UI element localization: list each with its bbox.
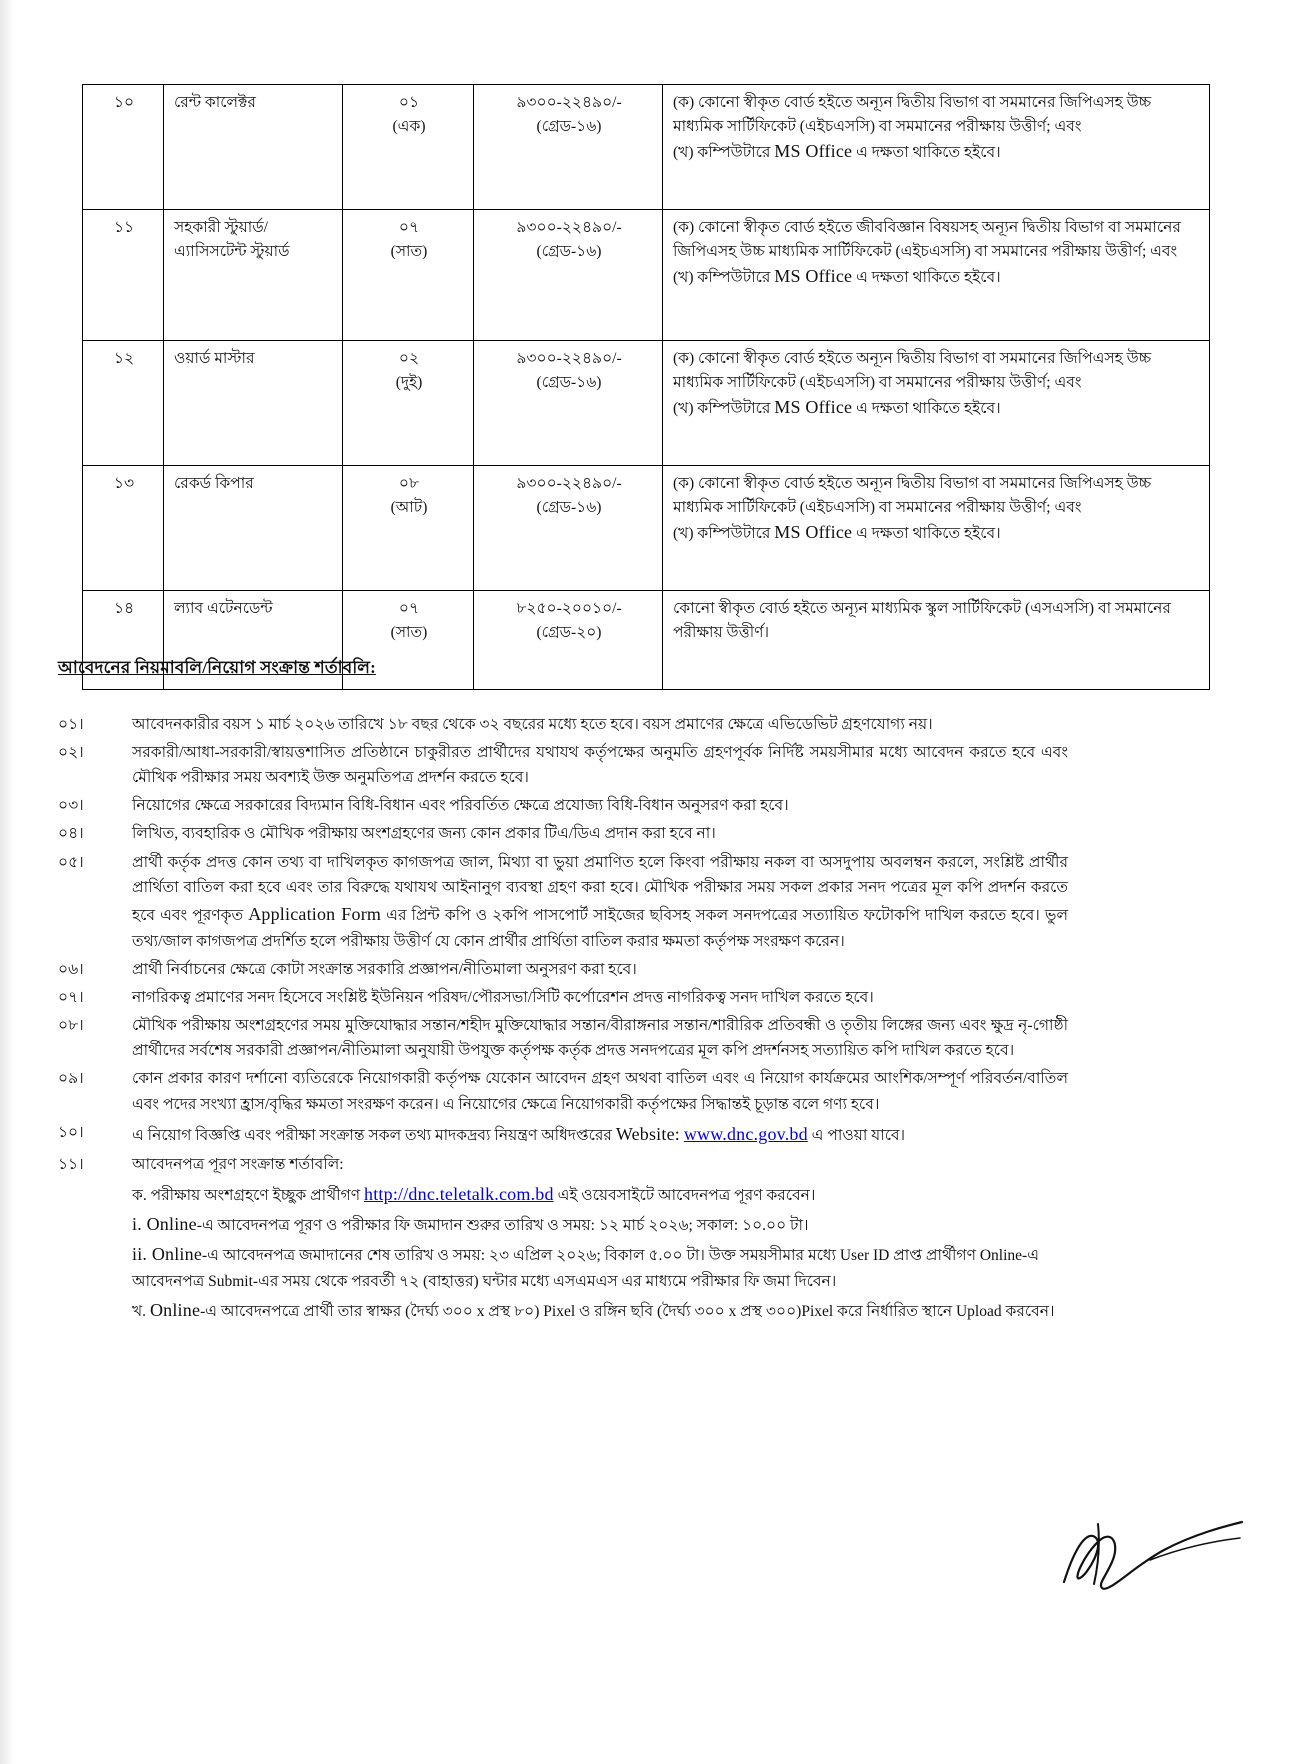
sub-item-i	[58, 1210, 1068, 1239]
job-positions-table-wrap	[82, 84, 1181, 690]
cell-vacancy	[343, 85, 474, 210]
qualification-b	[673, 263, 1201, 290]
condition-text-pre: এ নিয়োগ বিজ্ঞপ্তি এবং পরীক্ষা সংক্রান্ত সকল তথ্য মাদকদ্রব্য নিয়ন্ত্রণ অধিদপ্তরের	[132, 1126, 616, 1144]
qualification-b	[673, 519, 1201, 546]
sub-item-prefix: ii.	[132, 1244, 152, 1265]
condition-number: ০৯।	[58, 1070, 84, 1088]
condition-text: মৌখিক পরীক্ষায় অংশগ্রহণের সময় মুক্তিযোদ্ধার সন্তান/শহীদ মুক্তিযোদ্ধার সন্তান/বীরাঙ্গনার সন্তান/শারীরিক প্রতিবন্ধী ও তৃতীয় লিঙ্গের জন্য এবং ক্ষুদ্র নৃ-গোষ্ঠী প্রার্থীদের সর্বশেষ সরকারী প্রজ্ঞাপন/নীতিমালা অনুযায়ী উপযুক্ত কর্তৃপক্ষ কর্তৃক প্রদত্ত সনদপত্রের মূল কপি প্রদর্শনসহ সত্যায়িত কপি দাখিল করতে হবে।	[132, 1017, 1068, 1060]
ms-office-text: MS Office	[774, 397, 853, 418]
pay-grade: (গ্রেড-১৬)	[536, 242, 602, 260]
cell-qualification	[663, 210, 1210, 341]
qualification-b	[673, 138, 1201, 165]
cell-qualification: কোনো স্বীকৃত বোর্ড হইতে অন্যূন মাধ্যমিক স্কুল সার্টিফিকেট (এসএসসি) বা সমমানের পরীক্ষায় উত্তীর্ণ।	[663, 591, 1210, 690]
cell-serial: ১৩	[83, 466, 164, 591]
online-text: Online	[151, 1244, 203, 1265]
sub-item-prefix: ক. পরীক্ষায় অংশগ্রহণে ইচ্ছুক প্রার্থীগণ	[132, 1186, 365, 1204]
cell-vacancy	[343, 210, 474, 341]
qualification-b-post: এ দক্ষতা থাকিতে হইবে।	[852, 269, 1001, 287]
online-text: Online	[146, 1214, 197, 1235]
condition-text	[132, 850, 1068, 954]
scan-edge	[0, 0, 14, 1764]
pay-grade: (গ্রেড-১৬)	[536, 498, 602, 516]
condition-item-06	[58, 957, 1068, 982]
pay-scale: ৯৩০০-২২৪৯০/-	[516, 219, 622, 236]
sub-item-prefix: i.	[132, 1214, 147, 1235]
sub-item-indent	[58, 1180, 132, 1209]
cell-pay-scale	[474, 341, 663, 466]
qualification-a: (ক) কোনো স্বীকৃত বোর্ড হইতে অন্যূন দ্বিতীয় বিভাগ বা সমমানের জিপিএসহ উচ্চ মাধ্যমিক সার্টিফিকেট (এইচএসসি) বা সমমানের পরীক্ষায় উত্তীর্ণ; এবং	[673, 475, 1152, 516]
qualification-b-pre: (খ) কম্পিউটারে	[673, 269, 775, 287]
condition-item-09	[58, 1066, 1068, 1116]
vacancy-word: (এক)	[392, 117, 426, 135]
condition-item-08	[58, 1013, 1068, 1063]
online-text: Online	[149, 1299, 201, 1320]
qualification-b	[673, 394, 1201, 421]
cell-qualification	[663, 85, 1210, 210]
sub-item-suffix: -এ আবেদনপত্র পূরণ ও পরীক্ষার ফি জমাদান শুরুর তারিখ ও সময়: ১২ মার্চ ২০২৬; সকাল: ১০.০০ টা।	[196, 1217, 809, 1235]
condition-number: ০৬।	[58, 961, 84, 979]
sub-item-text	[132, 1296, 1068, 1325]
cell-post-name: ওয়ার্ড মাস্টার	[164, 341, 343, 466]
sub-item-indent	[58, 1296, 132, 1325]
qualification-a: (ক) কোনো স্বীকৃত বোর্ড হইতে জীববিজ্ঞান বিষয়সহ অন্যূন দ্বিতীয় বিভাগ বা সমমানের জিপিএসহ উচ্চ মাধ্যমিক সার্টিফিকেট (এইচএসসি) বা সমমানের পরীক্ষায় উত্তীর্ণ; এবং	[673, 219, 1181, 260]
sub-item-text	[132, 1240, 1068, 1294]
condition-text-pre: প্রার্থী কর্তৃক প্রদত্ত কোন তথ্য বা দাখিলকৃত কাগজপত্র জাল, মিথ্যা বা ভুয়া প্রমাণিত হলে কিংবা পরীক্ষায় নকল বা অসদুপায় অবলম্বন করলে, সংশ্লিষ্ট প্রার্থীর প্রার্থিতা বাতিল করা হবে এবং তার বিরুদ্ধে যথাযথ আইনানুগ ব্যবস্থা গ্রহণ করা হবে। মৌখিক পরীক্ষার সময় সকল প্রকার সনদ পত্রের মূল কপি প্রদর্শন করতে হবে এবং পূরণকৃত	[132, 853, 1068, 924]
ms-office-text: MS Office	[774, 522, 853, 543]
cell-serial: ১৪	[83, 591, 164, 690]
pay-scale: ৯৩০০-২২৪৯০/-	[516, 94, 622, 111]
vacancy-word: (সাত)	[390, 242, 428, 260]
sub-item-suffix: এই ওয়েবসাইটে আবেদনপত্র পূরণ করবেন।	[553, 1186, 816, 1204]
cell-qualification	[663, 341, 1210, 466]
cell-post-name: রেকর্ড কিপার	[164, 466, 343, 591]
pay-grade: (গ্রেড-১৬)	[536, 373, 602, 391]
condition-text-post: এ পাওয়া যাবে।	[807, 1126, 906, 1144]
cell-post-name: সহকারী স্টুয়ার্ড/এ্যাসিসটেন্ট স্টুয়ার্ড	[164, 210, 343, 341]
cell-serial: ১২	[83, 341, 164, 466]
cell-post-name: ল্যাব এটেনডেন্ট	[164, 591, 343, 690]
vacancy-number: ০১	[398, 94, 420, 111]
vacancy-word: (সাত)	[390, 623, 428, 641]
cell-serial: ১১	[83, 210, 164, 341]
vacancy-word: (দুই)	[395, 373, 423, 391]
condition-item-04	[58, 821, 1068, 846]
pay-scale: ৯৩০০-২২৪৯০/-	[516, 350, 622, 367]
cell-pay-scale	[474, 85, 663, 210]
condition-text: কোন প্রকার কারণ দর্শানো ব্যতিরেকে নিয়োগকারী কর্তৃপক্ষ যেকোন আবেদন গ্রহণ অথবা বাতিল এবং এ নিয়োগ কার্যক্রমের আংশিক/সম্পূর্ণ পরিবর্তন/বাতিল এবং পদের সংখ্যা হ্রাস/বৃদ্ধির ক্ষমতা সংরক্ষণ করেন। এ নিয়োগের ক্ষেত্রে নিয়োগকারী কর্তৃপক্ষের সিদ্ধান্তই চূড়ান্ত বলে গণ্য হবে।	[132, 1070, 1068, 1113]
condition-number: ১০।	[58, 1123, 84, 1141]
sub-item-text	[132, 1180, 1068, 1209]
condition-text: আবেদনকারীর বয়স ১ মার্চ ২০২৬ তারিখে ১৮ বছর থেকে ৩২ বছরের মধ্যে হতে হবে। বয়স প্রমাণের ক্ষেত্রে এভিডেভিট গ্রহণযোগ্য নয়।	[132, 716, 933, 733]
sub-item-indent	[58, 1240, 132, 1294]
qualification-b-post: এ দক্ষতা থাকিতে হইবে।	[852, 525, 1001, 543]
condition-text: লিখিত, ব্যবহারিক ও মৌখিক পরীক্ষায় অংশগ্রহণের জন্য কোন প্রকার টিএ/ডিএ প্রদান করা হবে না।	[132, 825, 716, 843]
qualification-a: (ক) কোনো স্বীকৃত বোর্ড হইতে অন্যূন দ্বিতীয় বিভাগ বা সমমানের জিপিএসহ উচ্চ মাধ্যমিক সার্টিফিকেট (এইচএসসি) বা সমমানের পরীক্ষায় উত্তীর্ণ; এবং	[673, 350, 1152, 391]
condition-number: ০১।	[58, 716, 84, 733]
condition-item-03	[58, 793, 1068, 818]
sub-item-suffix: -এ আবেদনপত্রে প্রার্থী তার স্বাক্ষর (দৈর্ঘ্য ৩০০ x প্রস্থ ৮০) Pixel ও রঙ্গিন ছবি (দৈর্ঘ্য ৩০০ x প্রস্থ ৩০০)Pixel করে নির্ধারিত স্থানে Upload করবেন।	[200, 1302, 1055, 1320]
condition-number: ০২।	[58, 744, 84, 762]
signature-icon	[1054, 1504, 1244, 1614]
application-form-text: Application Form	[248, 903, 382, 924]
pay-grade: (গ্রেড-২০)	[536, 623, 602, 641]
condition-text: প্রার্থী নির্বাচনের ক্ষেত্রে কোটা সংক্রান্ত সরকারি প্রজ্ঞাপন/নীতিমালা অনুসরণ করা হবে।	[132, 961, 637, 979]
condition-text: সরকারী/আধা-সরকারী/স্বায়ত্তশাসিত প্রতিষ্ঠানে চাকুরীরত প্রার্থীদের যথাযথ কর্তৃপক্ষের অনুমতি গ্রহণপূর্বক নির্দিষ্ট সময়সীমার মধ্যে আবেদন করতে হবে এবং মৌখিক পরীক্ষার সময় অবশ্যই উক্ত অনুমতিপত্র প্রদর্শন করতে হবে।	[132, 744, 1068, 787]
condition-text: নাগরিকত্ব প্রমাণের সনদ হিসেবে সংশ্লিষ্ট ইউনিয়ন পরিষদ/পৌরসভা/সিটি কর্পোরেশন প্রদত্ত নাগরিকত্ব সনদ দাখিল করতে হবে।	[132, 989, 874, 1007]
table-row	[83, 341, 1210, 466]
job-positions-table	[82, 84, 1210, 690]
vacancy-number: ০৭	[398, 219, 420, 236]
condition-number: ১১।	[58, 1155, 84, 1173]
website-label: Website:	[615, 1123, 680, 1144]
condition-number: ০৫।	[58, 853, 84, 871]
condition-item-07	[58, 985, 1068, 1010]
condition-text: আবেদনপত্র পূরণ সংক্রান্ত শর্তাবলি:	[132, 1155, 344, 1173]
cell-vacancy	[343, 341, 474, 466]
cell-post-name: রেন্ট কালেক্টর	[164, 85, 343, 210]
sub-item-text	[132, 1210, 1068, 1239]
cell-vacancy	[343, 466, 474, 591]
vacancy-number: ০৭	[398, 600, 420, 617]
cell-serial: ১০	[83, 85, 164, 210]
condition-item-05	[58, 850, 1068, 954]
condition-item-02	[58, 740, 1068, 790]
condition-item-01	[58, 712, 1068, 737]
vacancy-word: (আট)	[390, 498, 428, 516]
table-row	[83, 210, 1210, 341]
dnc-website-link[interactable]: www.dnc.gov.bd	[683, 1123, 808, 1144]
condition-number: ০৭।	[58, 989, 84, 1007]
pay-grade: (গ্রেড-১৬)	[536, 117, 602, 135]
cell-pay-scale	[474, 210, 663, 341]
cell-pay-scale	[474, 591, 663, 690]
ms-office-text: MS Office	[774, 141, 853, 162]
teletalk-application-link[interactable]: http://dnc.teletalk.com.bd	[364, 1183, 554, 1204]
qualification-a: (ক) কোনো স্বীকৃত বোর্ড হইতে অন্যূন দ্বিতীয় বিভাগ বা সমমানের জিপিএসহ উচ্চ মাধ্যমিক সার্টিফিকেট (এইচএসসি) বা সমমানের পরীক্ষায় উত্তীর্ণ; এবং	[673, 94, 1152, 135]
condition-number: ০৩।	[58, 797, 84, 815]
sub-item-indent	[58, 1210, 132, 1239]
ms-office-text: MS Office	[774, 266, 853, 287]
condition-number: ০৪।	[58, 825, 84, 843]
sub-item-ka	[58, 1180, 1068, 1209]
cell-pay-scale	[474, 466, 663, 591]
qualification-b-pre: (খ) কম্পিউটারে	[673, 525, 775, 543]
pay-scale: ৯৩০০-২২৪৯০/-	[516, 475, 622, 492]
condition-text	[132, 1120, 1068, 1149]
conditions-heading: আবেদনের নিয়মাবলি/নিয়োগ সংক্রান্ত শর্তাবলি:	[58, 658, 376, 677]
cell-qualification	[663, 466, 1210, 591]
pay-scale: ৮২৫০-২০০১০/-	[516, 600, 622, 617]
qualification-b-post: এ দক্ষতা থাকিতে হইবে।	[852, 400, 1001, 418]
conditions-list	[58, 712, 1068, 1325]
sub-item-suffix: -এ আবেদনপত্র জমাদানের শেষ তারিখ ও সময়: ২৩ এপ্রিল ২০২৬; বিকাল ৫.০০ টা। উক্ত সময়সীমার মধ্যে User ID প্রাপ্ত প্রার্থীগণ Online-এ আবেদনপত্র Submit-এর সময় থেকে পরবর্তী ৭২ (বাহাত্তর) ঘন্টার মধ্যে এসএমএস এর মাধ্যমে পরীক্ষার ফি জমা দিবেন।	[132, 1247, 1039, 1291]
qualification-b-pre: (খ) কম্পিউটারে	[673, 400, 775, 418]
table-row	[83, 85, 1210, 210]
condition-number: ০৮।	[58, 1017, 84, 1035]
handwritten-signature	[1054, 1504, 1244, 1614]
vacancy-number: ০৮	[398, 475, 420, 492]
table-row	[83, 466, 1210, 591]
qualification-b-pre: (খ) কম্পিউটারে	[673, 144, 775, 162]
qualification-b-post: এ দক্ষতা থাকিতে হইবে।	[852, 144, 1001, 162]
condition-item-11	[58, 1152, 1068, 1177]
sub-item-ii	[58, 1240, 1068, 1294]
vacancy-number: ০২	[398, 350, 420, 367]
condition-item-10	[58, 1120, 1068, 1149]
sub-item-prefix: খ.	[132, 1302, 150, 1320]
condition-text: নিয়োগের ক্ষেত্রে সরকারের বিদ্যমান বিধি-বিধান এবং পরিবর্তিত ক্ষেত্রে প্রযোজ্য বিধি-বিধান অনুসরণ করা হবে।	[132, 797, 789, 815]
condition-text-post: এর প্রিন্ট কপি ও ২কপি পাসপোর্ট সাইজের ছবিসহ সকল সনদপত্রের সত্যায়িত ফটোকপি দাখিল করতে হবে। ভুল তথ্য/জাল কাগজপত্র প্রদর্শিত হলে পরীক্ষায় উত্তীর্ণ যে কোন প্রার্থীর প্রার্থিতা বাতিল করার ক্ষমতা কর্তৃপক্ষ সংরক্ষণ করেন।	[132, 906, 1068, 950]
sub-item-kha	[58, 1296, 1068, 1325]
